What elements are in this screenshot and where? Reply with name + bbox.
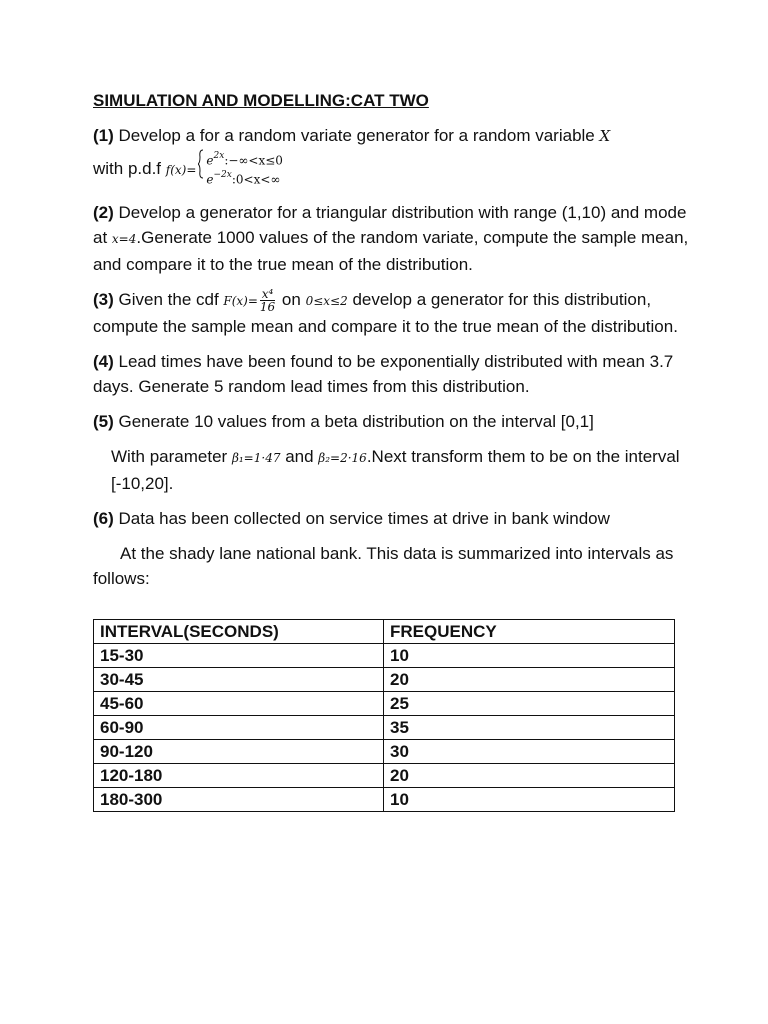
question-5-line-2 bbox=[93, 444, 693, 496]
math-case-2-base: e bbox=[206, 172, 214, 187]
table-cell: 120-180 bbox=[94, 764, 384, 788]
math-beta-1: β₁=1·47 bbox=[231, 451, 281, 466]
math-case-1-cond: :−∞<x≤0 bbox=[224, 153, 283, 168]
table-cell: 60-90 bbox=[94, 716, 384, 740]
table-cell: 15-30 bbox=[94, 644, 384, 668]
table-header-cell: INTERVAL(SECONDS) bbox=[94, 620, 384, 644]
table-header-cell: FREQUENCY bbox=[384, 620, 675, 644]
question-text: with p.d.f bbox=[93, 159, 166, 179]
table-row bbox=[94, 644, 675, 668]
table-cell: 20 bbox=[384, 668, 675, 692]
table-row bbox=[94, 668, 675, 692]
question-text: .Next transform them to be on the interval [-10,20]. bbox=[111, 447, 680, 494]
question-text: .Generate 1000 values of the random variate, compute the sample mean, and compare it to the true mean of the distribution. bbox=[93, 228, 689, 275]
math-numerator: x⁴ bbox=[261, 287, 274, 302]
document-title: SIMULATION AND MODELLING:CAT TWO bbox=[93, 91, 429, 110]
question-number: (4) bbox=[93, 352, 114, 372]
question-text: Develop a generator for a triangular distribution with range (1,10) and mode at bbox=[93, 203, 687, 248]
math-beta-2: β₂=2·16 bbox=[318, 451, 367, 466]
brace-icon bbox=[198, 149, 204, 179]
table-cell: 45-60 bbox=[94, 692, 384, 716]
math-fraction bbox=[260, 288, 275, 313]
service-times-table bbox=[93, 619, 675, 812]
math-case-2-exp: −2x bbox=[213, 169, 232, 180]
question-2 bbox=[93, 200, 693, 277]
question-1 bbox=[93, 123, 693, 190]
question-number: (2) bbox=[93, 203, 114, 223]
question-text: Develop a for a random variate generator for a random variable bbox=[113, 126, 600, 145]
question-number: (3) bbox=[93, 290, 114, 310]
question-3 bbox=[93, 287, 693, 339]
math-case-1-base: e bbox=[206, 153, 214, 168]
math-cdf-lhs: F(x)= bbox=[223, 294, 258, 309]
table-row bbox=[94, 716, 675, 740]
question-text: Data has been collected on service times at drive in bank window bbox=[113, 509, 610, 529]
question-6 bbox=[93, 506, 693, 591]
question-text: Lead times have been found to be exponentially distributed with mean 3.7 days. Generate 5 random lead times from this distribution. bbox=[93, 352, 674, 397]
table-header-row bbox=[94, 620, 675, 644]
table-row bbox=[94, 692, 675, 716]
table-cell: 30-45 bbox=[94, 668, 384, 692]
question-6-line-2 bbox=[93, 541, 693, 591]
math-mode: x=4 bbox=[111, 232, 137, 247]
table-cell: 20 bbox=[384, 764, 675, 788]
question-text: on bbox=[277, 290, 306, 310]
question-text: develop a generator for this distribution, compute the sample mean and compare it to the true mean of the distribution. bbox=[93, 290, 678, 337]
math-case-2-cond: :0<x<∞ bbox=[231, 172, 281, 187]
table-row bbox=[94, 740, 675, 764]
table-cell: 180-300 bbox=[94, 788, 384, 812]
table-row bbox=[94, 764, 675, 788]
table-row bbox=[94, 788, 675, 812]
math-piecewise bbox=[198, 149, 283, 190]
document-page bbox=[93, 88, 693, 812]
question-text: With parameter bbox=[111, 447, 232, 467]
table-cell: 10 bbox=[384, 788, 675, 812]
math-pdf-lhs: f(x)= bbox=[165, 163, 197, 178]
question-number: (1) bbox=[93, 126, 114, 145]
question-4 bbox=[93, 349, 693, 399]
math-case-1-exp: 2x bbox=[213, 151, 225, 161]
math-denominator: 16 bbox=[259, 300, 276, 315]
table-cell: 90-120 bbox=[94, 740, 384, 764]
question-text: At the shady lane national bank. This data is summarized into intervals as follows: bbox=[93, 544, 674, 589]
math-variable: X bbox=[599, 127, 611, 145]
question-text: and bbox=[280, 447, 319, 467]
table-cell: 35 bbox=[384, 716, 675, 740]
table-cell: 30 bbox=[384, 740, 675, 764]
table-cell: 25 bbox=[384, 692, 675, 716]
table-cell: 10 bbox=[384, 644, 675, 668]
question-5 bbox=[93, 409, 693, 496]
question-number: (6) bbox=[93, 509, 114, 529]
question-number: (5) bbox=[93, 412, 114, 432]
math-range: 0≤x≤2 bbox=[305, 294, 348, 309]
question-text: Generate 10 values from a beta distribution on the interval [0,1] bbox=[113, 412, 594, 432]
question-text: Given the cdf bbox=[113, 290, 224, 310]
